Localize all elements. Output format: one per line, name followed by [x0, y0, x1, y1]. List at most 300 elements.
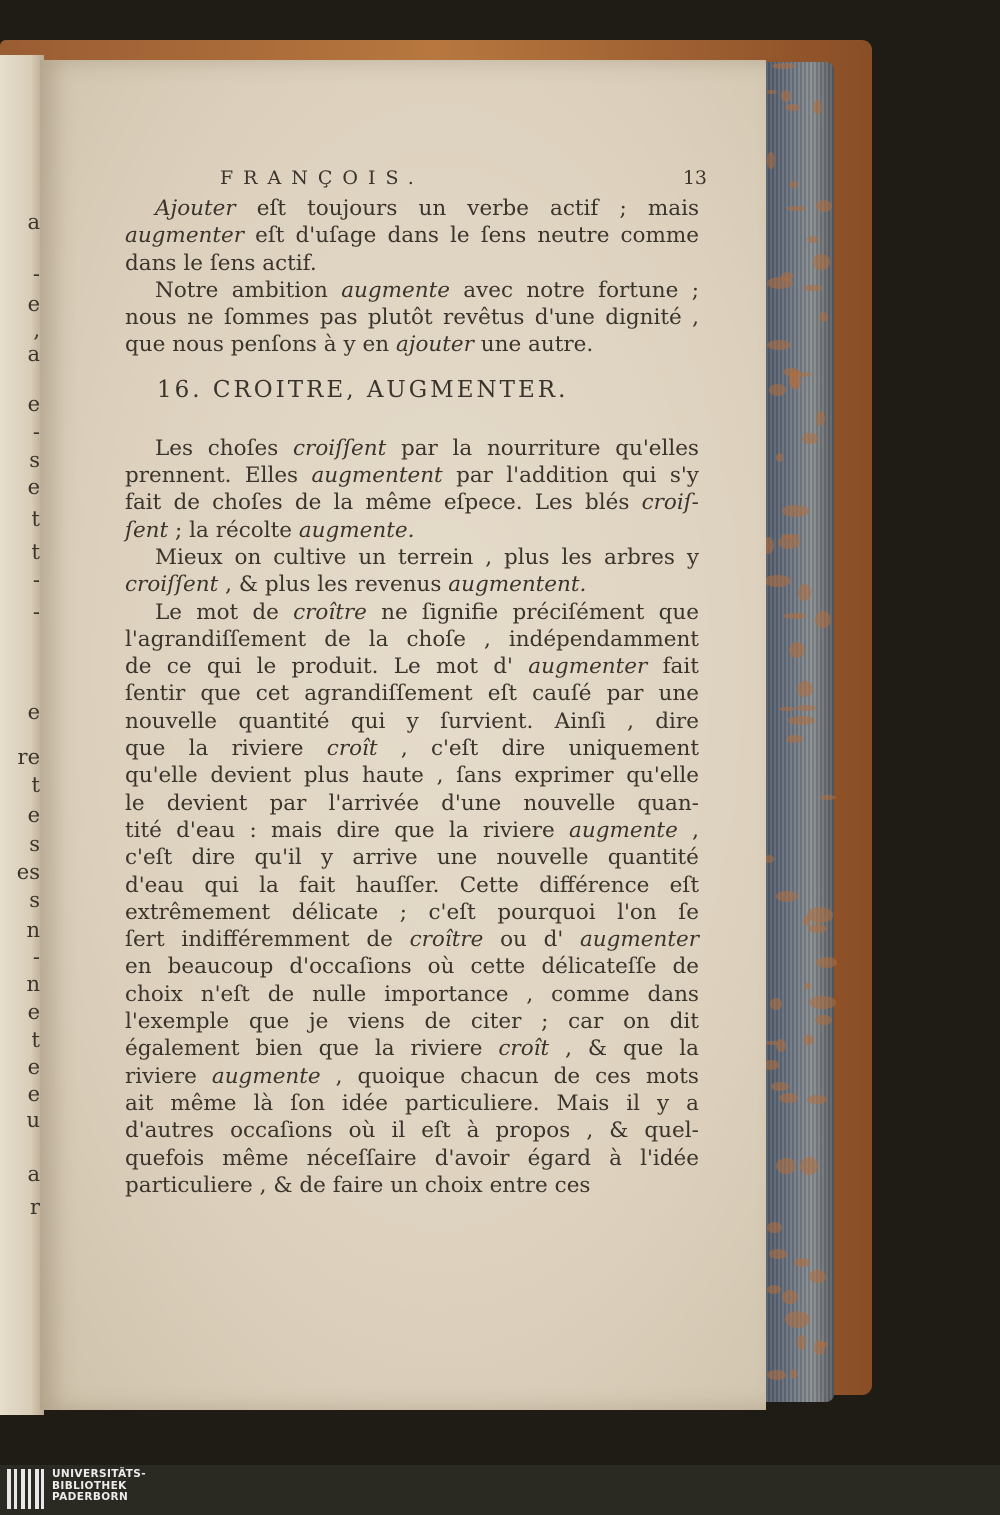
word: dans	[647, 981, 699, 1007]
page-edges	[762, 62, 834, 1402]
marble-blot	[783, 613, 807, 619]
word: revêtus	[442, 305, 525, 331]
word: chacun	[460, 1063, 539, 1089]
marble-blot	[803, 285, 823, 291]
word: par	[606, 681, 644, 707]
marble-blot	[767, 1222, 783, 1233]
left-page-letter: e	[27, 392, 40, 416]
word: ;	[175, 517, 183, 543]
word: choſes	[212, 490, 283, 516]
marble-blot	[790, 374, 801, 390]
marble-blot	[797, 681, 813, 697]
italic-word: augmentent	[311, 463, 443, 489]
text-line	[125, 1008, 699, 1035]
logo-bar	[41, 1469, 44, 1509]
word: ,	[483, 626, 491, 652]
marble-blot	[782, 1290, 798, 1304]
word: cet	[255, 681, 290, 707]
word: que	[125, 736, 166, 762]
word: qu'elles	[615, 435, 699, 461]
paragraphs-before-heading	[125, 195, 699, 359]
marble-blot	[767, 340, 791, 350]
text-line	[125, 489, 699, 516]
word: &	[238, 572, 258, 598]
word: haute	[362, 763, 424, 789]
word: choix	[424, 1172, 483, 1198]
text-line	[125, 953, 699, 980]
word: comme	[551, 981, 630, 1007]
word: par	[400, 435, 438, 461]
word: plus	[504, 544, 550, 570]
word: où	[427, 954, 455, 980]
word: nous	[172, 332, 224, 358]
marble-blot	[776, 891, 798, 902]
paragraph	[125, 277, 699, 359]
word: avec	[463, 277, 514, 303]
word: a	[686, 1090, 699, 1116]
word: y	[656, 1090, 670, 1116]
marble-blot	[790, 1369, 797, 1378]
word: ,	[335, 1063, 343, 1089]
word: riviere	[231, 736, 304, 762]
word: l'exemple	[125, 1009, 230, 1035]
text-line	[125, 435, 699, 462]
word: le	[450, 223, 470, 249]
marble-blot	[767, 1370, 786, 1380]
word: quel-	[644, 1118, 699, 1144]
word: ,	[225, 572, 232, 598]
word: la	[452, 435, 473, 461]
word: ,	[692, 305, 699, 331]
marble-blot	[772, 63, 795, 69]
word: qu'elle	[125, 763, 198, 789]
marble-blot	[779, 1093, 798, 1103]
word: eſt	[669, 872, 699, 898]
text-line	[125, 462, 699, 489]
word: un	[418, 196, 447, 221]
word: ,	[400, 736, 408, 762]
word: même	[222, 1145, 289, 1171]
word: dans	[387, 223, 439, 249]
word: d'une	[441, 790, 502, 816]
left-page-letter: a	[27, 1162, 40, 1186]
word: riviere	[125, 1063, 197, 1089]
word: particuliere.	[404, 1090, 540, 1116]
word: le	[256, 654, 277, 680]
word: Notre	[155, 277, 219, 303]
word: de	[252, 599, 279, 625]
word: la	[333, 490, 354, 516]
word: de	[553, 1063, 581, 1089]
left-page-letter: es	[16, 860, 40, 884]
marble-blot	[813, 100, 822, 114]
marble-blot	[807, 1095, 827, 1104]
word: idée	[341, 1090, 388, 1116]
italic-word: croiſſent	[293, 435, 387, 461]
text-line	[125, 304, 699, 331]
left-page-letter: ,	[33, 318, 40, 342]
word: nourriture	[486, 435, 601, 461]
marble-blot	[769, 384, 786, 396]
left-page-letter: -	[32, 600, 40, 624]
marble-blot	[779, 707, 796, 712]
word: choſes	[207, 435, 279, 461]
left-page-letter: e	[27, 475, 40, 499]
word: d'une	[534, 305, 595, 331]
left-page-letter: t	[31, 773, 40, 797]
word: il	[391, 1118, 406, 1144]
word: ce	[166, 654, 192, 680]
word: choſe	[406, 626, 466, 652]
word: extrêmement	[125, 899, 271, 925]
left-page-letter: e	[27, 1055, 40, 1079]
word: de	[324, 626, 351, 652]
word: Cette	[459, 872, 519, 898]
word: car	[568, 1009, 604, 1035]
word: bien	[255, 1036, 303, 1062]
italic-word: augmente	[341, 277, 450, 303]
text-line	[125, 250, 699, 277]
word: Mieux	[155, 544, 223, 570]
word: fait	[299, 872, 336, 898]
word: dans	[125, 250, 177, 276]
word: de	[294, 490, 322, 516]
left-page-letter: re	[17, 745, 40, 769]
word: les	[317, 572, 348, 598]
marble-blot	[814, 1340, 826, 1355]
text-line	[125, 844, 699, 871]
left-page-letter: e	[27, 803, 40, 827]
text-line	[125, 708, 699, 735]
word: :	[249, 817, 257, 843]
word: Les	[155, 435, 194, 461]
word: néceſſaire	[306, 1145, 417, 1171]
word: d'uſage	[295, 223, 377, 249]
marble-blot	[785, 104, 800, 111]
word: n'eſt	[200, 981, 250, 1007]
running-head-title: FRANÇOIS.	[220, 167, 424, 189]
word: nulle	[312, 981, 367, 1007]
word: revenus	[354, 572, 442, 598]
word: l'on	[617, 899, 657, 925]
text-line	[125, 735, 699, 762]
word: faire	[332, 1172, 384, 1198]
word: l'idée	[640, 1145, 699, 1171]
word: viens	[348, 1009, 405, 1035]
text-line	[125, 1117, 699, 1144]
marble-blot	[800, 1157, 818, 1175]
text-line	[125, 544, 699, 571]
word: la	[188, 736, 209, 762]
text-line	[125, 872, 699, 899]
word: ſert	[125, 927, 165, 953]
word: ,	[436, 763, 444, 789]
word: de	[125, 654, 152, 680]
italic-word: Ajouter	[155, 196, 236, 221]
word: que	[318, 1036, 359, 1062]
word: tité	[125, 817, 162, 843]
word: y	[343, 332, 356, 358]
running-head	[220, 165, 707, 195]
marble-blot	[778, 536, 800, 549]
word: qu'elle	[626, 763, 699, 789]
word: de	[267, 981, 295, 1007]
logo-bar	[28, 1469, 31, 1509]
italic-word: augmente	[211, 1063, 321, 1089]
word: ne	[187, 305, 214, 331]
word: même	[365, 490, 432, 516]
paragraphs-after-heading	[125, 435, 699, 1199]
word: dire	[336, 817, 381, 843]
word: Le	[155, 599, 183, 625]
word: d'avoir	[434, 1145, 510, 1171]
word: on	[234, 544, 262, 570]
text-line	[125, 277, 699, 304]
word: ,	[565, 1036, 572, 1062]
word: l'arrivée	[328, 790, 420, 816]
word: devient	[210, 763, 292, 789]
word: dire	[655, 708, 699, 734]
word: égard	[527, 1145, 592, 1171]
word: la	[189, 517, 209, 543]
marble-blot	[809, 996, 835, 1009]
word: même	[170, 1090, 237, 1116]
word: de	[424, 1009, 452, 1035]
word: d'	[493, 654, 513, 680]
text-line	[125, 222, 699, 249]
word: que	[394, 817, 435, 843]
word: d'eau	[125, 872, 185, 898]
page-number: 13	[682, 167, 707, 189]
word: cultive	[273, 544, 347, 570]
paragraph	[125, 599, 699, 1200]
logo-bar	[21, 1469, 25, 1509]
word: &	[609, 1118, 629, 1144]
text-line	[125, 331, 699, 358]
word: ſentir	[125, 681, 186, 707]
word: là	[253, 1090, 274, 1116]
word: riviere	[482, 817, 555, 843]
word: blés	[584, 490, 630, 516]
word: penſons	[230, 332, 317, 358]
word: ſe	[678, 899, 699, 925]
text-line	[125, 653, 699, 680]
word: il	[626, 1090, 640, 1116]
word: que	[622, 1036, 664, 1062]
word: ,	[485, 544, 493, 570]
word: hauſſer.	[355, 872, 440, 898]
marble-blot	[816, 200, 832, 212]
paragraph	[125, 544, 699, 599]
word: eſpece.	[443, 490, 523, 516]
word: ſans	[456, 763, 502, 789]
word: eſt	[255, 223, 285, 249]
word: ſens	[480, 223, 527, 249]
italic-word: croiſſent	[125, 572, 219, 598]
left-page-letter: a	[27, 342, 40, 366]
word: nous	[125, 305, 177, 331]
marble-blot	[794, 1258, 810, 1267]
word: occaſions	[230, 1118, 333, 1144]
word: récolte	[215, 517, 292, 543]
word: eſt	[487, 681, 518, 707]
word: beaucoup	[167, 954, 274, 980]
word: quantité	[607, 845, 699, 871]
word: cauſé	[532, 681, 592, 707]
word: où	[348, 1118, 376, 1144]
left-page-letter: a	[27, 210, 40, 234]
text-line	[125, 599, 699, 626]
text-line	[125, 817, 699, 844]
marble-blot	[767, 1285, 781, 1294]
marble-blot	[797, 1335, 806, 1349]
italic-word: augmente.	[298, 517, 415, 543]
word: ,	[692, 817, 699, 843]
left-page-letter: e	[27, 1000, 40, 1024]
word: la	[259, 872, 279, 898]
word: uniquement	[568, 736, 699, 762]
paragraph	[125, 435, 699, 544]
word: indépendamment	[508, 626, 699, 652]
word: y	[406, 708, 419, 734]
word: ſurvient.	[440, 708, 534, 734]
word: la	[448, 817, 469, 843]
library-stamp-line: PADERBORN	[52, 1491, 129, 1503]
word: délicateſſe	[541, 954, 657, 980]
library-footer	[0, 1465, 1000, 1515]
left-page-letter: -	[32, 568, 40, 592]
marble-blot	[820, 795, 836, 800]
word: verbe	[467, 196, 529, 221]
word: agrandiſſement	[304, 681, 473, 707]
left-page-letter: e	[27, 292, 40, 316]
word: le	[183, 250, 203, 276]
word: le	[125, 790, 145, 816]
marble-blot	[786, 735, 803, 743]
word: comme	[620, 223, 699, 249]
word: quantité	[238, 708, 330, 734]
text-line	[125, 762, 699, 789]
word: ;	[399, 899, 407, 925]
word: ;	[691, 277, 699, 303]
word: de	[173, 490, 200, 516]
word: entre	[489, 1172, 548, 1198]
word: que	[200, 681, 241, 707]
word: fortune	[598, 277, 679, 303]
word: Elles	[244, 463, 299, 489]
word: d'occaſions	[289, 954, 412, 980]
word: arrive	[352, 845, 418, 871]
word: mais	[271, 817, 323, 843]
marble-blot	[788, 716, 815, 725]
word: à	[323, 332, 337, 358]
word: quoique	[357, 1063, 446, 1089]
word: nouvelle	[523, 790, 616, 816]
word: par	[456, 463, 493, 489]
word: plutôt	[367, 305, 433, 331]
library-stamp-line: BIBLIOTHEK	[52, 1479, 127, 1492]
word: différence	[539, 872, 650, 898]
marble-blot	[789, 642, 805, 658]
word: Mais	[556, 1090, 610, 1116]
library-stamp	[52, 1469, 146, 1504]
italic-word: augmenter	[528, 654, 648, 680]
marble-blot	[776, 1158, 797, 1174]
word: la	[368, 626, 389, 652]
word: fait	[662, 654, 699, 680]
marble-blot	[816, 411, 825, 426]
word: autre.	[528, 332, 594, 358]
left-page-letter: u	[26, 1108, 40, 1132]
word: pourquoi	[497, 899, 596, 925]
left-page-letter: t	[31, 540, 40, 564]
word: ,	[259, 1172, 267, 1198]
logo-bar	[35, 1469, 39, 1509]
text-line	[125, 790, 699, 817]
marble-blot	[803, 1035, 814, 1045]
word: mots	[645, 1063, 699, 1089]
word: qu'il	[254, 845, 302, 871]
word: eſt	[421, 1118, 451, 1144]
section-heading: 16. CROITRE, AUGMENTER.	[157, 376, 569, 403]
marble-blot	[813, 254, 831, 270]
left-page-letter: e	[27, 700, 40, 724]
word: y	[686, 544, 699, 570]
word: dire	[191, 845, 236, 871]
word: je	[308, 1009, 329, 1035]
word: ou	[500, 927, 527, 953]
word: une	[436, 845, 478, 871]
book-page	[40, 60, 766, 1410]
word: plus	[264, 572, 311, 598]
italic-word: augmenter	[125, 223, 245, 249]
marble-blot	[807, 236, 819, 243]
word: terrein	[397, 544, 474, 570]
marble-blot	[816, 957, 837, 968]
marble-blot	[789, 181, 798, 188]
word: dit	[669, 1009, 699, 1035]
word: à	[466, 1118, 480, 1144]
italic-word: augmenter	[579, 927, 699, 953]
word: qui	[621, 463, 657, 489]
word: indifféremment	[181, 927, 350, 953]
text-line	[125, 571, 699, 598]
word: ,	[627, 708, 634, 734]
word: ,	[526, 981, 534, 1007]
marble-blot	[804, 983, 811, 989]
text-line	[125, 1090, 699, 1117]
word: par	[269, 790, 307, 816]
word: actif.	[262, 250, 317, 276]
italic-word: augmentent.	[448, 572, 587, 598]
word: ſommes	[224, 305, 310, 331]
marble-blot	[767, 90, 777, 95]
text-line	[125, 680, 699, 707]
marble-blot	[764, 575, 791, 586]
marble-blot	[819, 312, 828, 322]
word: délicate	[291, 899, 379, 925]
paragraph	[125, 195, 699, 277]
left-page-letter: -	[32, 420, 40, 444]
italic-word: augmente	[569, 817, 678, 843]
word: ſens	[209, 250, 256, 276]
word: d'eau	[176, 817, 236, 843]
word: toujours	[307, 196, 398, 221]
library-stamp-line: UNIVERSITÄTS-	[52, 1468, 147, 1480]
left-page-letter: s	[29, 888, 40, 912]
text-line	[125, 517, 699, 544]
text-line	[125, 1063, 699, 1090]
